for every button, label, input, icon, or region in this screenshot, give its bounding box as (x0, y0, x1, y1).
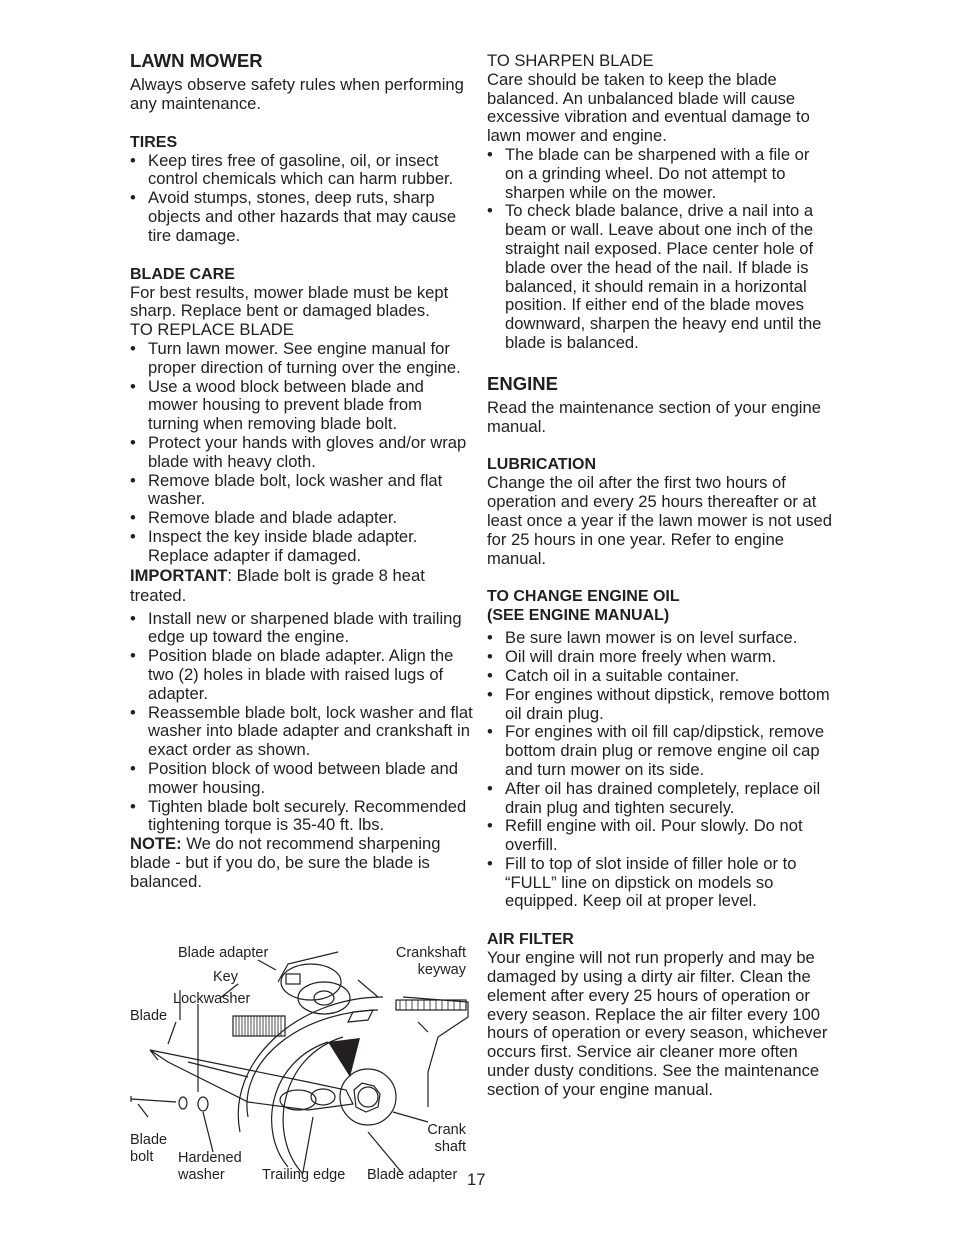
label-blade-adapter-top: Blade adapter (178, 945, 269, 961)
list-item: • Refill engine with oil. Pour slowly. Do not overfill. (487, 817, 832, 855)
list-item: • Position blade on blade adapter. Align the two (2) holes in blade with raised lugs of adapter. (130, 647, 475, 703)
list-item: • Use a wood block between blade and mower housing to prevent blade from turning when removing blade bolt. (130, 378, 475, 434)
important-label: IMPORTANT (130, 565, 228, 585)
sharpen-blade-intro: Care should be taken to keep the blade balanced. An unbalanced blade will cause excessive vibration and eventual damage to lawn mower and engine. (487, 69, 810, 146)
air-filter-heading: AIR FILTER (487, 931, 574, 949)
list-item: • Oil will drain more freely when warm. (487, 648, 832, 667)
section-title-engine: ENGINE (487, 372, 558, 394)
label-hardened-washer-line2: washer (178, 1166, 225, 1183)
label-hardened-washer (178, 1150, 242, 1183)
page-number: 17 (467, 1170, 486, 1189)
list-item: • The blade can be sharpened with a file or on a grinding wheel. Do not attempt to sharpen while on the mower. (487, 146, 832, 202)
label-blade-adapter-bottom: Blade adapter (367, 1167, 458, 1183)
list-item: • For engines without dipstick, remove bottom oil drain plug. (487, 686, 832, 724)
list-item: • Keep tires free of gasoline, oil, or insect control chemicals which can harm rubber. (130, 152, 475, 190)
engine-intro: Read the maintenance section of your engine manual. (487, 397, 821, 436)
section-title-lawn-mower: LAWN MOWER (130, 50, 263, 71)
label-hardened-washer-line1: Hardened (178, 1150, 242, 1166)
label-lockwasher: Lockwasher (173, 991, 251, 1007)
list-item: • Reassemble blade bolt, lock washer and flat washer into blade adapter and crankshaft in exact order as shown. (130, 704, 475, 760)
label-blade-bolt-line1: Blade (130, 1132, 168, 1148)
label-blade: Blade (130, 1008, 168, 1024)
note (130, 835, 475, 891)
lawn-mower-intro: Always observe safety rules when performing any maintenance. (130, 75, 464, 113)
list-item: • Catch oil in a suitable container. (487, 667, 832, 686)
list-item: • After oil has drained completely, replace oil drain plug and tighten securely. (487, 780, 832, 818)
list-item: • Be sure lawn mower is on level surface. (487, 629, 832, 648)
label-crank-shaft (416, 1122, 466, 1155)
tires-heading: TIRES (130, 133, 178, 151)
label-crank-shaft-line1: Crank (427, 1122, 466, 1138)
sharpen-blade-heading: TO SHARPEN BLADE (487, 51, 654, 70)
install-blade-list (130, 610, 475, 836)
note-label: NOTE: (130, 834, 182, 854)
blade-care-heading: BLADE CARE (130, 265, 235, 283)
important-text: : Blade bolt is grade 8 heat treated. (130, 565, 425, 605)
label-key: Key (213, 969, 238, 985)
important-note (130, 566, 475, 606)
label-blade-bolt (130, 1132, 167, 1165)
list-item: • Fill to top of slot inside of filler hole or to “FULL” line on dipstick on models so equipped. Keep oil at proper level. (487, 855, 832, 911)
list-item: • Remove blade bolt, lock washer and flat washer. (130, 472, 475, 510)
lubrication-heading: LUBRICATION (487, 456, 597, 474)
sharpen-blade-list (487, 146, 832, 353)
air-filter-text: Your engine will not run properly and may be damaged by using a dirty air filter. Clean the element after every 25 hours of operation or every season. Replace the air filter every 100 hours of operation or every season, whichever occurs first. Service air cleaner more often under dusty conditions. See the maintenance section of your engine manual. (487, 948, 828, 1099)
change-oil-list (487, 629, 832, 911)
blade-care-intro: For best results, mower blade must be kept sharp. Replace bent or damaged blades. (130, 282, 449, 321)
label-crankshaft-keyway (389, 945, 466, 978)
list-item: • Inspect the key inside blade adapter. Replace adapter if damaged. (130, 528, 475, 566)
right-column (487, 52, 832, 1100)
replace-blade-subheading: TO REPLACE BLADE (130, 320, 294, 340)
list-item: • Tighten blade bolt securely. Recommended tightening torque is 35-40 ft. lbs. (130, 798, 475, 836)
blade-assembly-diagram (128, 942, 473, 1190)
label-trailing-edge: Trailing edge (262, 1167, 346, 1183)
lubrication-text: Change the oil after the first two hours of operation and every 25 hours thereafter or at least once a year if the lawn mower is not used for 25 hours in one year. Refer to engine manual. (487, 473, 832, 568)
list-item: • Avoid stumps, stones, deep ruts, sharp objects and other hazards that may cause tire damage. (130, 189, 475, 245)
list-item: • To check blade balance, drive a nail into a beam or wall. Leave about one inch of the straight nail exposed. Place center hole of blade over the head of the nail. If blade is balanced, it should remain in a horizontal position. If either end of the blade moves downward, sharpen the heavy end until the blade is balanced. (487, 202, 832, 352)
left-column (130, 50, 475, 891)
note-text: We do not recommend sharpening blade - but if you do, be sure the blade is balanced. (130, 834, 441, 891)
change-oil-heading (487, 587, 832, 625)
tires-list (130, 152, 475, 246)
list-item: • For engines with oil fill cap/dipstick, remove bottom drain plug or remove engine oil cap and turn mower on its side. (487, 723, 832, 779)
label-blade-bolt-line2: bolt (130, 1148, 154, 1165)
change-oil-heading-line1: TO CHANGE ENGINE OIL (487, 588, 680, 606)
label-crankshaft-keyway-line1: Crankshaft (395, 945, 466, 961)
list-item: • Turn lawn mower. See engine manual for proper direction of turning over the engine. (130, 340, 475, 378)
change-oil-heading-line2: (SEE ENGINE MANUAL) (487, 607, 670, 625)
list-item: • Install new or sharpened blade with trailing edge up toward the engine. (130, 610, 475, 648)
label-crank-shaft-line2: shaft (434, 1138, 466, 1155)
list-item: • Remove blade and blade adapter. (130, 509, 475, 528)
list-item: • Position block of wood between blade and mower housing. (130, 760, 475, 798)
list-item: • Protect your hands with gloves and/or wrap blade with heavy cloth. (130, 434, 475, 472)
label-crankshaft-keyway-line2: keyway (417, 961, 466, 978)
replace-blade-list (130, 340, 475, 566)
